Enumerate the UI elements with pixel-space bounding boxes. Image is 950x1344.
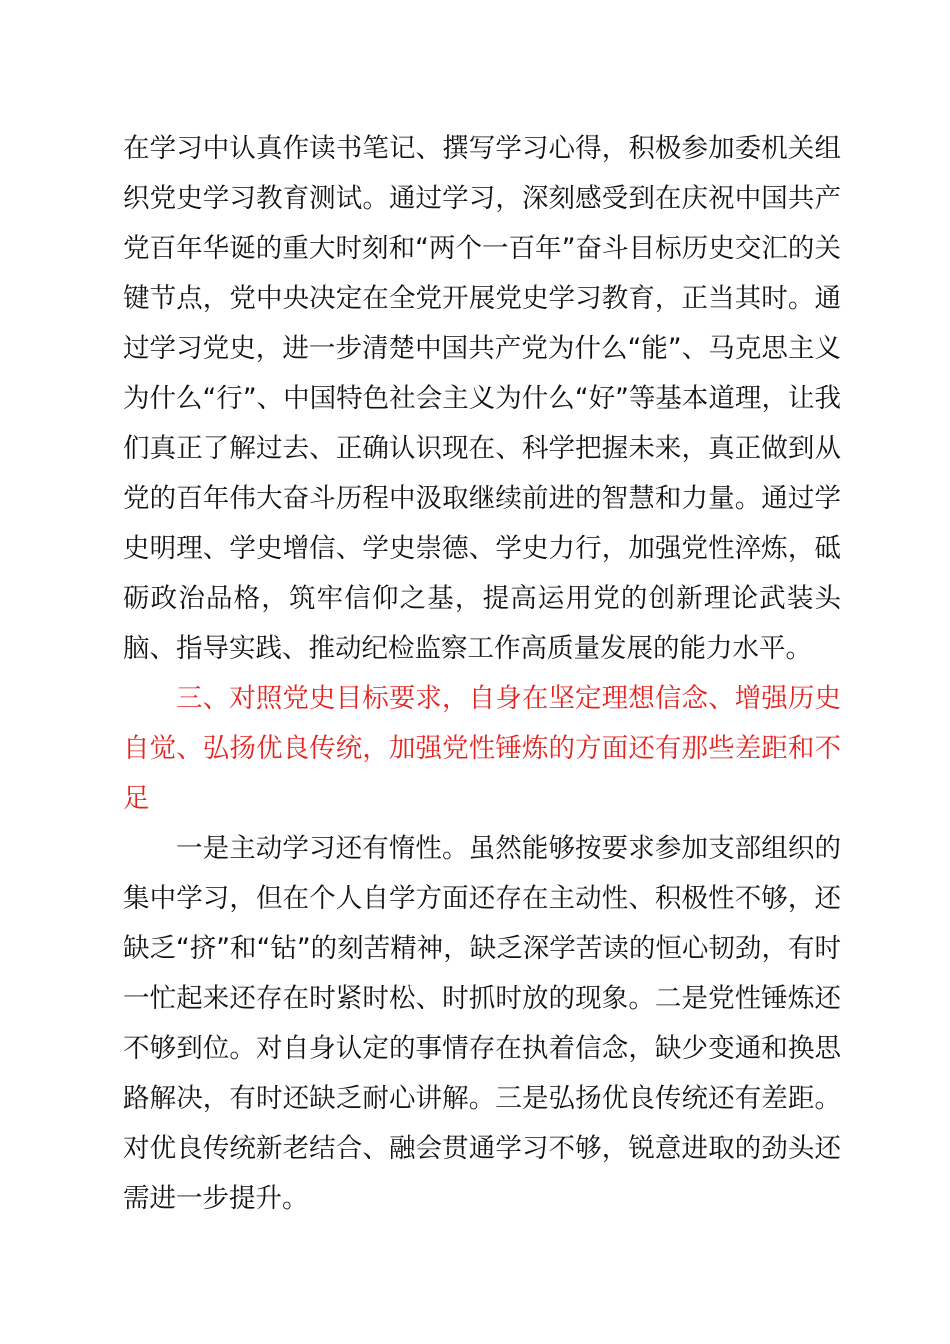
paragraph-continuation: 在学习中认真作读书笔记、撰写学习心得，积极参加委机关组织党史学习教育测试。通过学习，深刻感受到在庆祝中国共产党百年华诞的重大时刻和“两个一百年”奋斗目标历史交汇的关键节点，党中央决定在全党开展党史学习教育，正当其时。通过学习党史，进一步清楚中国共产党为什么“能”、马克思主义为什么“行”、中国特色社会主义为什么“好”等基本道理，让我们真正了解过去、正确认识现在、科学把握未来，真正做到从党的百年伟大奋斗历程中汲取继续前进的智慧和力量。通过学史明理、学史增信、学史崇德、学史力行，加强党性淬炼，砥砺政治品格，筑牢信仰之基，提高运用党的创新理论武装头脑、指导实践、推动纪检监察工作高质量发展的能力水平。 — [123, 133, 841, 664]
document-body — [123, 124, 841, 1224]
section-heading: 三、对照党史目标要求，自身在坚定理想信念、增强历史自觉、弘扬优良传统，加强党性锤炼的方面还有那些差距和不足 — [123, 683, 841, 814]
paragraph-shortcomings: 一是主动学习还有惰性。虽然能够按要求参加支部组织的集中学习，但在个人自学方面还存在主动性、积极性不够，还缺乏“挤”和“钻”的刻苦精神，缺乏深学苦读的恒心韧劲，有时一忙起来还存在时紧时松、时抓时放的现象。二是党性锤炼还不够到位。对自身认定的事情存在执着信念，缺少变通和换思路解决，有时还缺乏耐心讲解。三是弘扬优良传统还有差距。对优良传统新老结合、融会贯通学习不够，锐意进取的劲头还需进一步提升。 — [123, 833, 841, 1214]
